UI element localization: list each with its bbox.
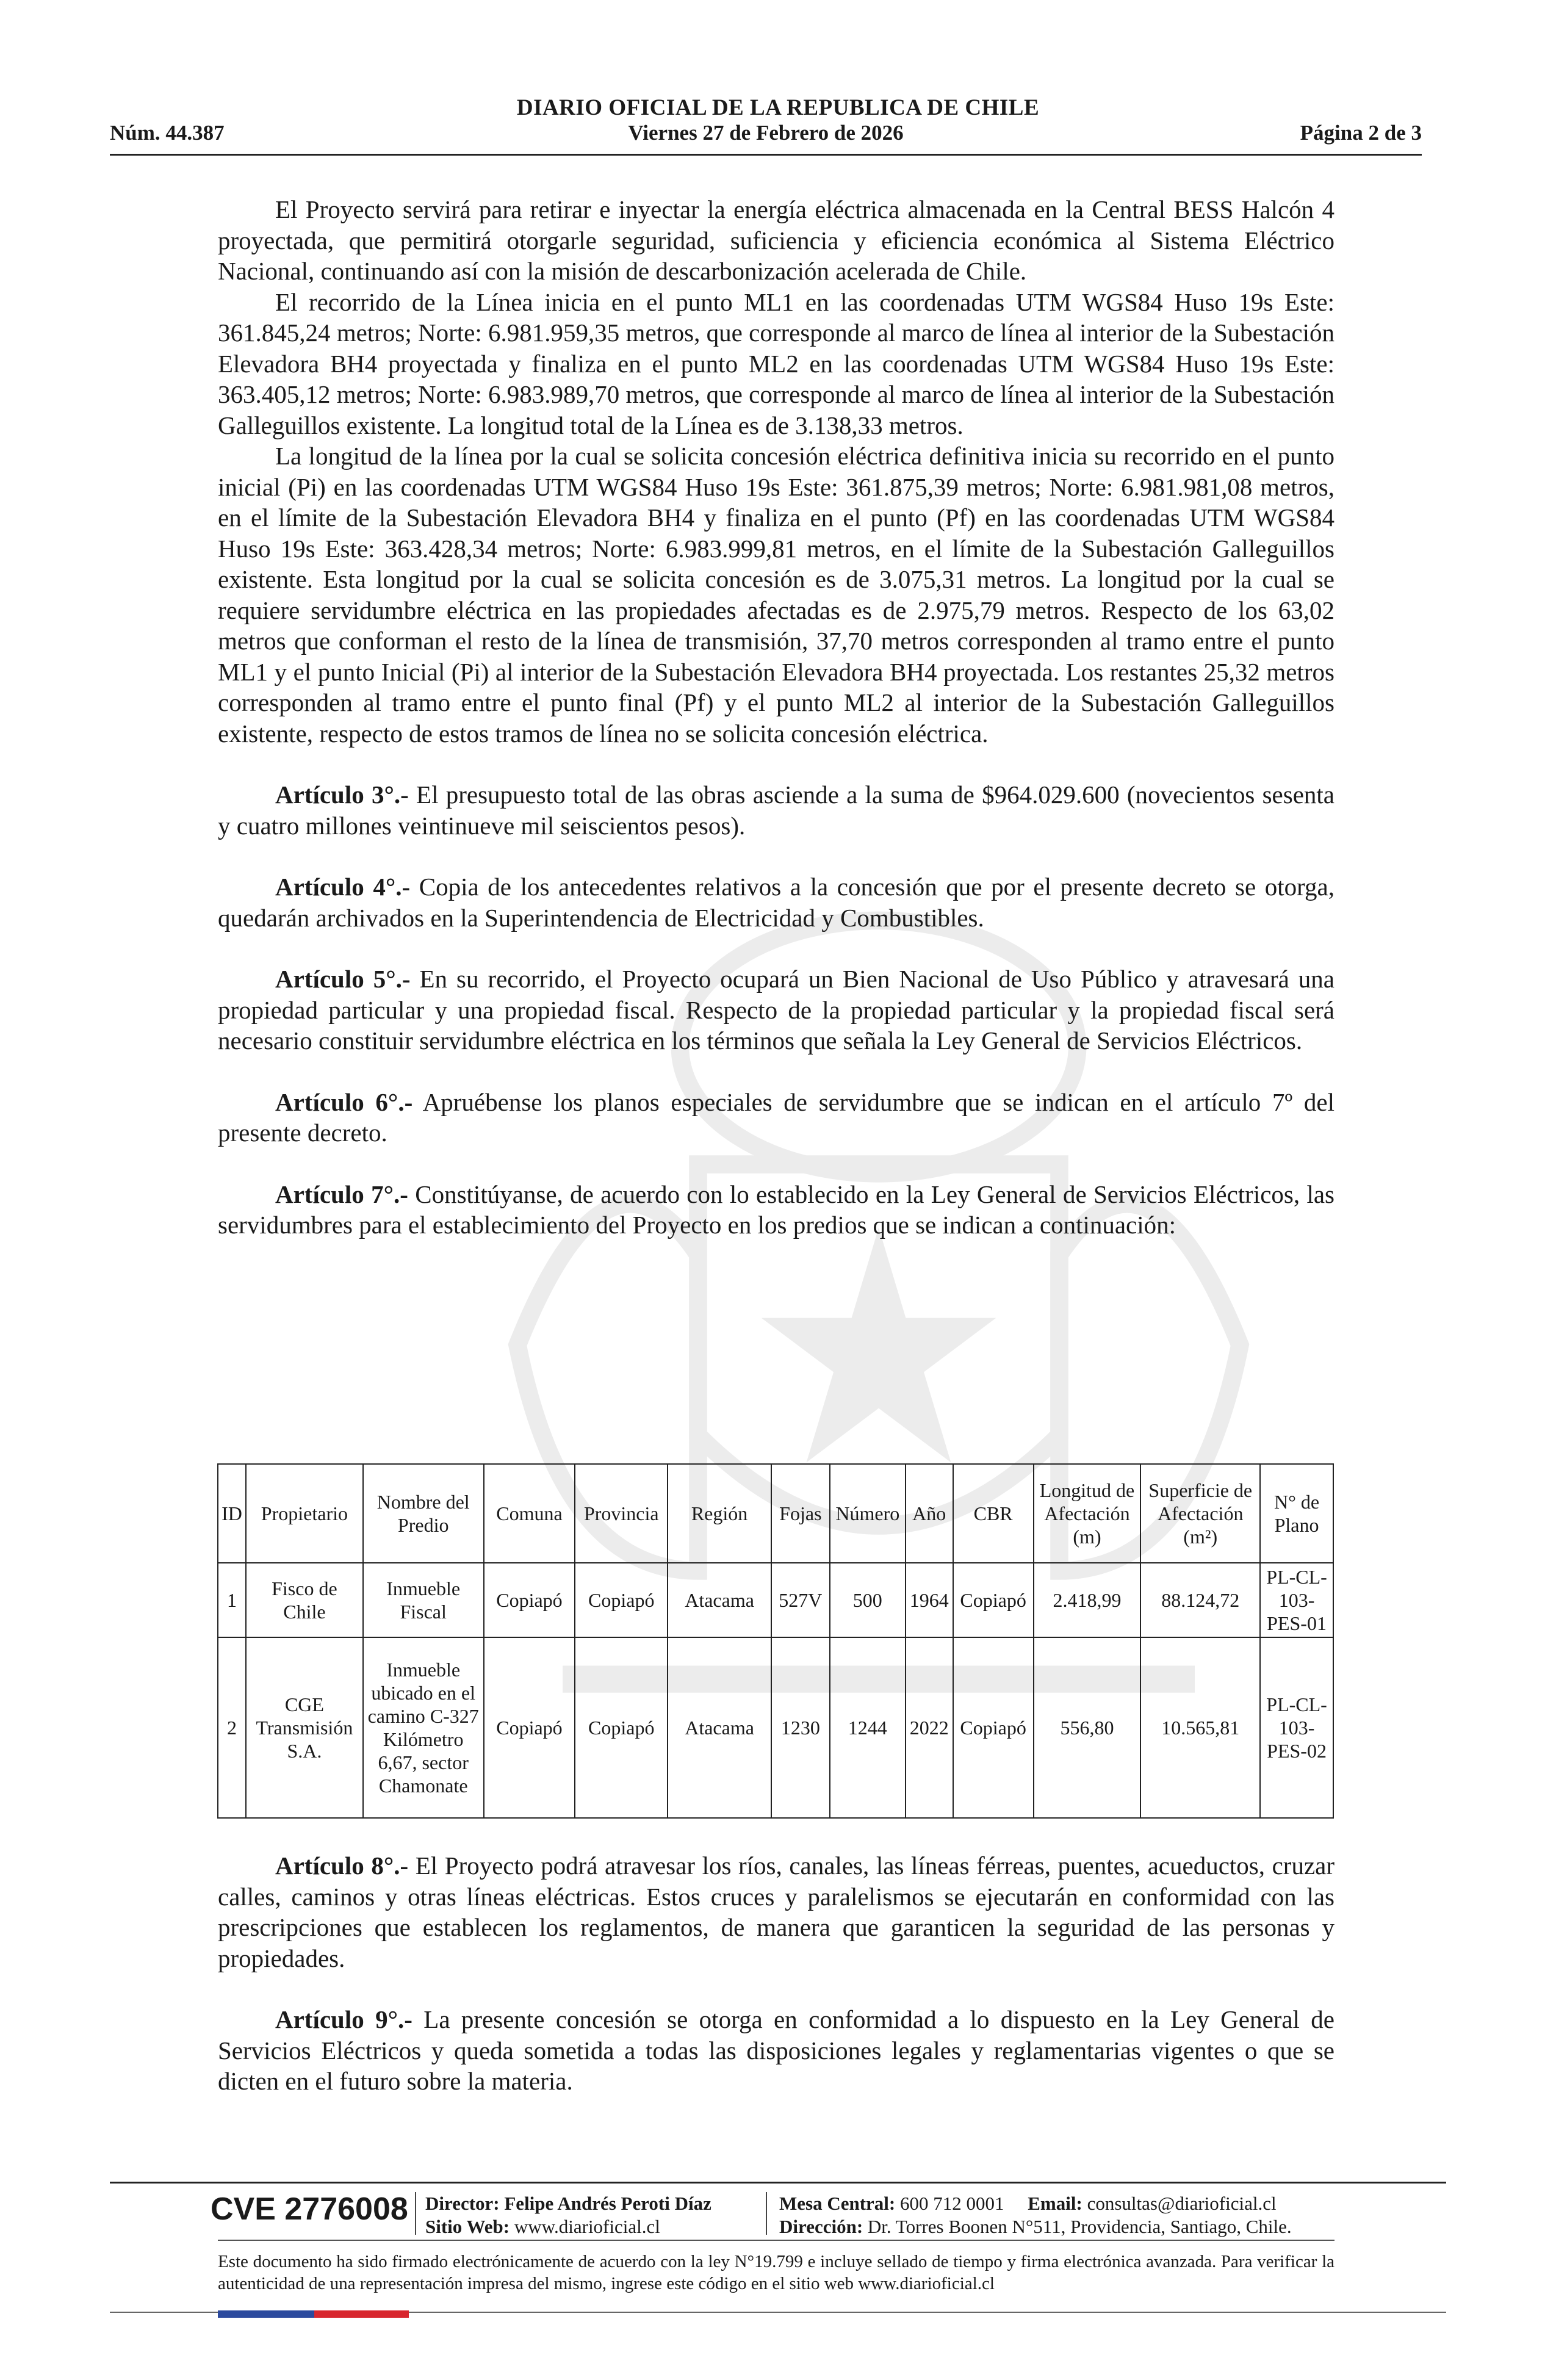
article-5 (218, 964, 1334, 1056)
table-cell: Copiapó (953, 1563, 1034, 1637)
table-cell: 1964 (906, 1563, 953, 1637)
body-text-lower (218, 1850, 1334, 2097)
cve-code: CVE 2776008 (211, 2191, 408, 2227)
table-cell: 1244 (830, 1637, 906, 1818)
paragraph: El Proyecto servirá para retirar e inyectar la energía eléctrica almacenada en la Central BESS Halcón 4 proyectada, que permitirá otorgarle seguridad, suficiencia y eficiencia económica al Sistema Eléctrico Nacional, continuando así con la misión de descarbonización acelerada de Chile. (218, 195, 1334, 285)
column-header: Región (668, 1464, 771, 1563)
flag-stripe-blue (218, 2310, 314, 2318)
table-cell: Atacama (668, 1637, 771, 1818)
column-header: Nombre del Predio (363, 1464, 484, 1563)
email-link[interactable]: consultas@diarioficial.cl (1082, 2193, 1277, 2214)
article-label: Artículo 6°.- (275, 1087, 413, 1116)
article-3 (218, 779, 1334, 841)
article-text: Copia de los antecedentes relativos a la concesión que por el presente decreto se otorga, quedarán archivados en la Superintendencia de Electricidad y Combustibles. (218, 873, 1334, 932)
article-label: Artículo 9°.- (275, 2005, 412, 2033)
table-cell: Atacama (668, 1563, 771, 1637)
table-cell: 500 (830, 1563, 906, 1637)
issue-number: Núm. 44.387 (110, 121, 225, 145)
column-header: Comuna (484, 1464, 575, 1563)
table-cell: 2022 (906, 1637, 953, 1818)
director-name: Felipe Andrés Peroti Díaz (499, 2193, 711, 2214)
page-indicator: Página 2 de 3 (1300, 121, 1422, 145)
article-label: Artículo 5°.- (275, 965, 411, 993)
column-header: CBR (953, 1464, 1034, 1563)
table-cell: 527V (771, 1563, 830, 1637)
footer-address (779, 2215, 1292, 2238)
paragraph: El recorrido de la Línea inicia en el punto ML1 en las coordenadas UTM WGS84 Huso 19s Este: 361.845,24 metros; Norte: 6.981.959,35 metros, que corresponde al marco de línea al interior de la Subestación Elevadora BH4 proyectada y finaliza en el punto ML2 en las coordenadas UTM WGS84 Huso 19s Este: 363.405,12 metros; Norte: 6.983.989,70 metros, que corresponde al marco de línea al interior de la Subestación Galleguillos existente. La longitud total de la Línea es de 3.138,33 metros. (218, 287, 1334, 439)
column-header: ID (218, 1464, 246, 1563)
address-label: Dirección: (779, 2216, 863, 2237)
table-cell: Inmueble Fiscal (363, 1563, 484, 1637)
flag-stripe-red (314, 2310, 409, 2318)
article-text: El Proyecto podrá atravesar los ríos, canales, las líneas férreas, puentes, acueductos, cruzar calles, caminos y otras líneas eléctricas. Estos cruces y paralelismos se ejecutarán en conformidad con las prescripciones que establecen los reglamentos, de manera que garanticen la seguridad de las personas y propiedades. (218, 1852, 1334, 1972)
header-row (110, 121, 1422, 149)
table-cell: 88.124,72 (1140, 1563, 1260, 1637)
table-row (218, 1563, 1333, 1637)
footer-separator (415, 2192, 416, 2235)
footer-separator (766, 2192, 767, 2235)
director-label: Director: (425, 2193, 500, 2214)
header-divider (110, 154, 1422, 156)
column-header: Número (830, 1464, 906, 1563)
table-cell: PL-CL-103-PES-01 (1260, 1563, 1333, 1637)
table-cell: 1230 (771, 1637, 830, 1818)
website-label: Sitio Web: (425, 2216, 510, 2237)
table-cell: Copiapó (953, 1637, 1034, 1818)
column-header: Longitud de Afectación (m) (1034, 1464, 1141, 1563)
article-9 (218, 2004, 1334, 2097)
table-cell: 10.565,81 (1140, 1637, 1260, 1818)
table-cell: Inmueble ubicado en el camino C-327 Kilómetro 6,67, sector Chamonate (363, 1637, 484, 1818)
footer-divider (110, 2182, 1446, 2183)
article-6 (218, 1087, 1334, 1149)
table-cell: CGE Transmisión S.A. (246, 1637, 363, 1818)
phone-label: Mesa Central: (779, 2193, 896, 2214)
column-header: Fojas (771, 1464, 830, 1563)
table-cell: 1 (218, 1563, 246, 1637)
table-cell: 556,80 (1034, 1637, 1141, 1818)
column-header: N° de Plano (1260, 1464, 1333, 1563)
column-header: Provincia (575, 1464, 668, 1563)
article-8 (218, 1850, 1334, 1974)
issue-date: Viernes 27 de Febrero de 2026 (628, 121, 904, 145)
paragraph: La longitud de la línea por la cual se solicita concesión eléctrica definitiva inicia su recorrido en el punto inicial (Pi) en las coordenadas UTM WGS84 Huso 19s Este: 361.875,39 metros; Norte: 6.981.981,08 metros, en el límite de la Subestación Elevadora BH4 y finaliza en el punto (Pf) en las coordenadas UTM WGS84 Huso 19s Este: 363.428,34 metros; Norte: 6.983.999,81 metros, en el límite de la Subestación Galleguillos existente. Esta longitud por la cual se solicita concesión es de 3.075,31 metros. La longitud por la cual se requiere servidumbre eléctrica en las propiedades afectadas es de 2.975,79 metros. Respecto de los 63,02 metros que conforman el resto de la línea de transmisión, 37,70 metros corresponden al tramo entre el punto ML1 y el punto Inicial (Pi) al interior de la Subestación Elevadora BH4 proyectada. Los restantes 25,32 metros corresponden al tramo entre el punto final (Pf) y el punto ML2 al interior de la Subestación Galleguillos existente, respecto de estos tramos de línea no se solicita concesión eléctrica. (218, 442, 1334, 748)
address-text: Dr. Torres Boonen N°511, Providencia, Santiago, Chile. (863, 2216, 1292, 2237)
article-text: El presupuesto total de las obras asciende a la suma de $964.029.600 (novecientos sesenta y cuatro millones veintinueve mil seiscientos pesos). (218, 781, 1334, 840)
legal-notice: Este documento ha sido firmado electrónicamente de acuerdo con la ley N°19.799 e incluye sellado de tiempo y firma electrónica avanzada. Para verificar la autenticidad de una representación impresa del mismo, ingrese este código en el sitio web www.diarioficial.cl (218, 2252, 1334, 2293)
servitude-table (217, 1463, 1334, 1819)
article-text: Constitúyanse, de acuerdo con lo establecido en la Ley General de Servicios Eléctricos, las servidumbres para el establecimiento del Proyecto en los predios que se indican a continuación: (218, 1180, 1334, 1239)
table-cell: 2 (218, 1637, 246, 1818)
phone-number: 600 712 0001 (895, 2193, 1004, 2214)
footer-director (425, 2192, 711, 2215)
table-header-row (218, 1464, 1333, 1563)
footer-divider-small (218, 2240, 1334, 2241)
article-text: La presente concesión se otorga en conformidad a lo dispuesto en la Ley General de Servicios Eléctricos y queda sometida a todas las disposiciones legales y reglamentarias vigentes o que se dicten en el futuro sobre la materia. (218, 2005, 1334, 2095)
table-cell: Copiapó (484, 1563, 575, 1637)
table-cell: Fisco de Chile (246, 1563, 363, 1637)
article-label: Artículo 8°.- (275, 1852, 409, 1880)
article-7 (218, 1179, 1334, 1241)
footer-website (425, 2215, 660, 2238)
newspaper-title: DIARIO OFICIAL DE LA REPUBLICA DE CHILE (516, 95, 1040, 120)
table-row (218, 1637, 1333, 1818)
website-link[interactable]: www.diarioficial.cl (510, 2216, 660, 2237)
column-header: Superficie de Afectación (m²) (1140, 1464, 1260, 1563)
column-header: Propietario (246, 1464, 363, 1563)
article-text: Apruébense los planos especiales de servidumbre que se indican en el artículo 7º del presente decreto. (218, 1087, 1334, 1147)
table-cell: Copiapó (575, 1563, 668, 1637)
column-header: Año (906, 1464, 953, 1563)
article-4 (218, 871, 1334, 933)
article-label: Artículo 7°.- (275, 1180, 408, 1208)
table-cell: PL-CL-103-PES-02 (1260, 1637, 1333, 1818)
table-cell: Copiapó (484, 1637, 575, 1818)
article-label: Artículo 4°.- (275, 873, 411, 901)
table-cell: Copiapó (575, 1637, 668, 1818)
article-text: En su recorrido, el Proyecto ocupará un Bien Nacional de Uso Público y atravesará una propiedad particular y una propiedad fiscal. Respecto de la propiedad particular y la propiedad fiscal será necesario constituir servidumbre eléctrica en los términos que señala la Ley General de Servicios Eléctricos. (218, 965, 1334, 1055)
footer-contact (779, 2192, 1277, 2215)
table-cell: 2.418,99 (1034, 1563, 1141, 1637)
body-text-upper (218, 194, 1334, 1241)
email-label: Email: (1028, 2193, 1082, 2214)
article-label: Artículo 3°.- (275, 781, 409, 809)
